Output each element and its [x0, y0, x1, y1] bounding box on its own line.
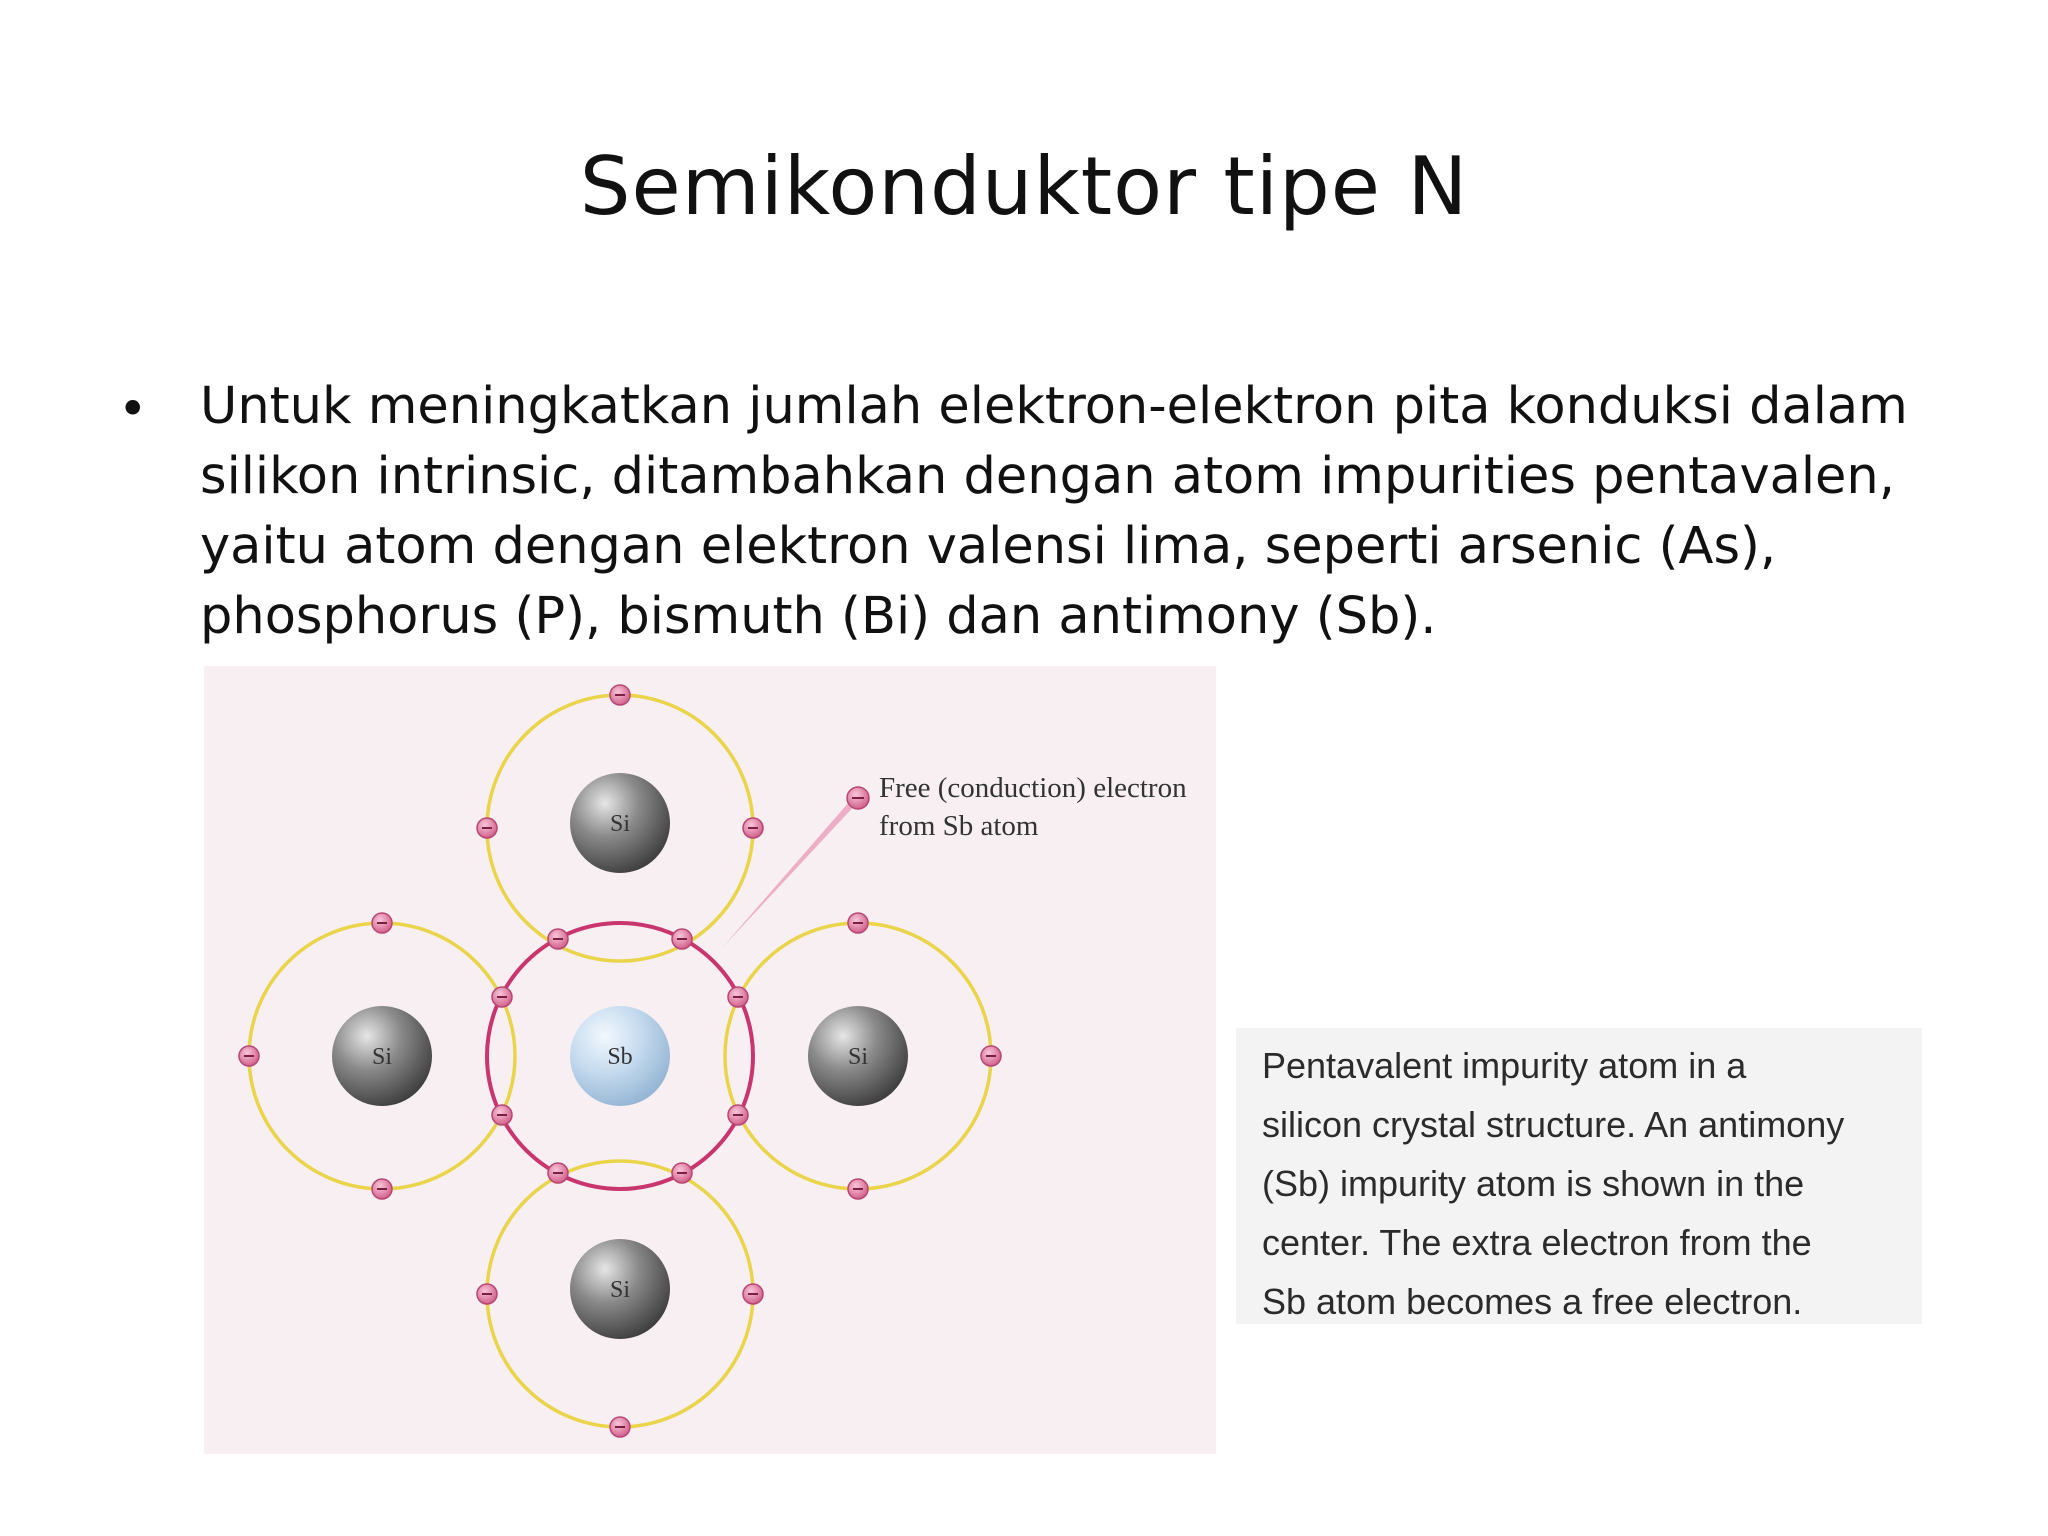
atom-label: Si	[371, 1044, 393, 1070]
caption-text	[1262, 1036, 1912, 1331]
bullet-line: phosphorus (P), bismuth (Bi) dan antimony (Sb).	[200, 587, 1437, 646]
atom-label: Si	[609, 1277, 631, 1303]
electron	[477, 818, 497, 838]
crystal-structure-diagram	[204, 666, 1216, 1454]
bullet-text	[200, 372, 2048, 652]
electron	[610, 685, 630, 705]
atom-label: Si	[609, 811, 631, 837]
electron	[548, 1163, 568, 1183]
atom-si-right	[808, 1006, 908, 1106]
electron	[492, 1105, 512, 1125]
annotation-line: from Sb atom	[879, 810, 1039, 842]
electron	[981, 1046, 1001, 1066]
electron	[848, 913, 868, 933]
caption-line: center. The extra electron from the	[1262, 1222, 1812, 1263]
slide-title: Semikonduktor tipe N	[579, 140, 1469, 233]
bullet-line: Untuk meningkatkan jumlah elektron-elektron pita konduksi dalam	[200, 377, 1908, 436]
figure-caption	[1236, 1028, 1922, 1324]
atom-label: Sb	[607, 1044, 633, 1070]
bullet-icon: •	[118, 380, 148, 438]
caption-line: silicon crystal structure. An antimony	[1262, 1104, 1845, 1145]
electron	[548, 929, 568, 949]
caption-line: Pentavalent impurity atom in a	[1262, 1045, 1747, 1086]
caption-line: (Sb) impurity atom is shown in the	[1262, 1163, 1805, 1204]
bullet-line: yaitu atom dengan elektron valensi lima, seperti arsenic (As),	[200, 517, 1777, 576]
bullet-line: silikon intrinsic, ditambahkan dengan atom impurities pentavalen,	[200, 447, 1895, 506]
electron	[672, 1163, 692, 1183]
free-electron	[847, 787, 869, 809]
annotation-line: Free (conduction) electron	[879, 772, 1187, 804]
electron	[743, 818, 763, 838]
caption-line: Sb atom becomes a free electron.	[1262, 1281, 1803, 1322]
atom-si-top	[570, 773, 670, 873]
electron	[743, 1284, 763, 1304]
electron	[372, 1179, 392, 1199]
electron	[492, 987, 512, 1007]
electron	[477, 1284, 497, 1304]
atom-sb-center	[570, 1006, 670, 1106]
atom-si-left	[332, 1006, 432, 1106]
electron	[672, 929, 692, 949]
atom-label: Si	[847, 1044, 869, 1070]
crystal-structure-svg	[204, 666, 1216, 1454]
electron	[239, 1046, 259, 1066]
electron	[848, 1179, 868, 1199]
electron	[728, 1105, 748, 1125]
electron	[610, 1417, 630, 1437]
electron	[372, 913, 392, 933]
electron	[728, 987, 748, 1007]
atom-si-bottom	[570, 1239, 670, 1339]
